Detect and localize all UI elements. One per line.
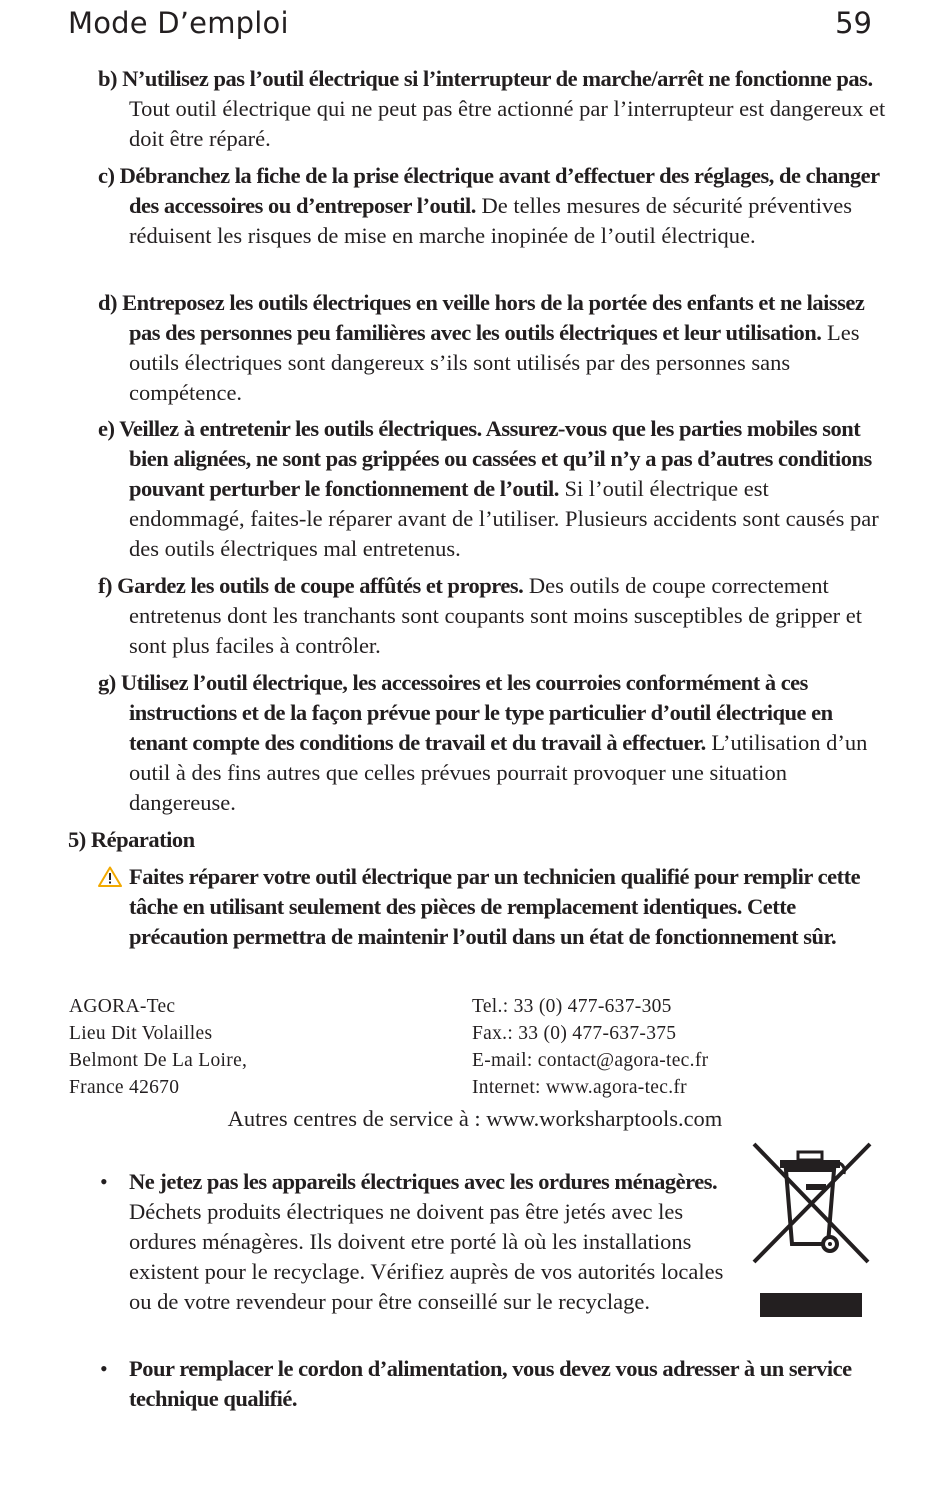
instruction-item-g (98, 668, 888, 818)
section-heading-repair: 5) Réparation (68, 827, 195, 852)
bullet-dot-icon: • (100, 1356, 108, 1381)
instruction-item-e (98, 414, 888, 564)
instruction-bold: c) Débranchez la fiche de la prise électrique avant d’effectuer des réglages, de changer des accessoires ou d’entreposer l’outil. (98, 163, 880, 218)
address-line: Belmont De La Loire, (69, 1050, 248, 1071)
instruction-bold: f) Gardez les outils de coupe affûtés et propres. (98, 573, 524, 598)
bullet-dot-icon: • (100, 1169, 108, 1194)
instruction-text: Tout outil électrique qui ne peut pas être actionné par l’interrupteur est dangereux et doit être réparé. (129, 96, 886, 151)
instruction-bold: g) Utilisez l’outil électrique, les accessoires et les courroies conformément à ces instructions et de la façon prévue pour le type particulier d’outil électrique en tenant compte des conditions de travail et du travail à effectuer. (98, 670, 833, 755)
address-line: AGORA-Tec (69, 996, 176, 1017)
repair-warning-text: Faites réparer votre outil électrique par un technicien qualifié pour remplir cette tâche en utilisant seulement des pièces de remplacement identiques. Cette précaution permettra de maintenir l’outil dans un état de fonctionnement sûr. (129, 864, 861, 949)
instruction-text: De telles mesures de sécurité préventives réduisent les risques de mise en marche inopinée de l’outil électrique. (129, 193, 852, 248)
address-line: Lieu Dit Volailles (69, 1023, 213, 1044)
bullet-text: Déchets produits électriques ne doivent pas être jetés avec les ordures ménagères. Ils doivent etre porté là où les installations existent pour le recyclage. Vérifiez auprès de vos autorités locales ou de votre revendeur pour être conseillé sur le recyclage. (129, 1199, 724, 1314)
instruction-bold: e) Veillez à entretenir les outils électriques. Assurez-vous que les parties mobiles sont bien alignées, ne sont pas grippées ou cassées et qu’il n’y a pas d’autres conditions pouvant perturber le fonctionnement de l’outil. (98, 416, 872, 501)
warning-triangle-icon (98, 866, 122, 887)
contact-fax: Fax.: 33 (0) 477-637-375 (472, 1023, 677, 1044)
instruction-item-b (98, 64, 888, 154)
instruction-item-f (98, 571, 888, 661)
contact-email: E-mail: contact@agora-tec.fr (472, 1050, 709, 1071)
instruction-item-c (98, 161, 888, 251)
instruction-text: L’utilisation d’un outil à des fins autres que celles prévues pourrait provoquer une situation dangereuse. (129, 730, 868, 815)
instruction-bold: d) Entreposez les outils électriques en veille hors de la portée des enfants et ne laissez pas des personnes peu familières avec les outils électriques et leur utilisation. (98, 290, 865, 345)
address-line: France 42670 (69, 1077, 180, 1098)
bullet-bold: Pour remplacer le cordon d’alimentation, vous devez vous adresser à un service technique qualifié. (129, 1356, 852, 1411)
instruction-text: Des outils de coupe correctement entretenus dont les tranchants sont coupants sont moins susceptibles de gripper et sont plus faciles à contrôler. (129, 573, 862, 658)
instruction-text: Les outils électriques sont dangereux s’ils sont utilisés par des personnes sans compétence. (129, 320, 860, 405)
bullet-item-cord (98, 1354, 858, 1414)
instruction-item-d (98, 288, 888, 408)
bullet-bold: Ne jetez pas les appareils électriques avec les ordures ménagères. (129, 1169, 718, 1194)
repair-warning (98, 862, 868, 952)
instruction-text: Si l’outil électrique est endommagé, faites-le réparer avant de l’utiliser. Plusieurs accidents sont causés par des outils électriques mal entretenus. (129, 476, 879, 561)
address-right (472, 993, 708, 1101)
address-left (69, 993, 247, 1101)
instruction-bold: b) N’utilisez pas l’outil électrique si l’interrupteur de marche/arrêt ne fonctionne pas. (98, 66, 873, 91)
service-centers-line: Autres centres de service à : www.worksharptools.com (227, 1106, 723, 1131)
contact-website: Internet: www.agora-tec.fr (472, 1077, 687, 1098)
page-header-title: Mode D’emploi (68, 6, 289, 40)
bullet-item-disposal (98, 1167, 738, 1317)
page-number: 59 (835, 6, 872, 40)
contact-tel: Tel.: 33 (0) 477-637-305 (472, 996, 672, 1017)
crossed-out-wheelie-bin-icon (748, 1140, 876, 1320)
